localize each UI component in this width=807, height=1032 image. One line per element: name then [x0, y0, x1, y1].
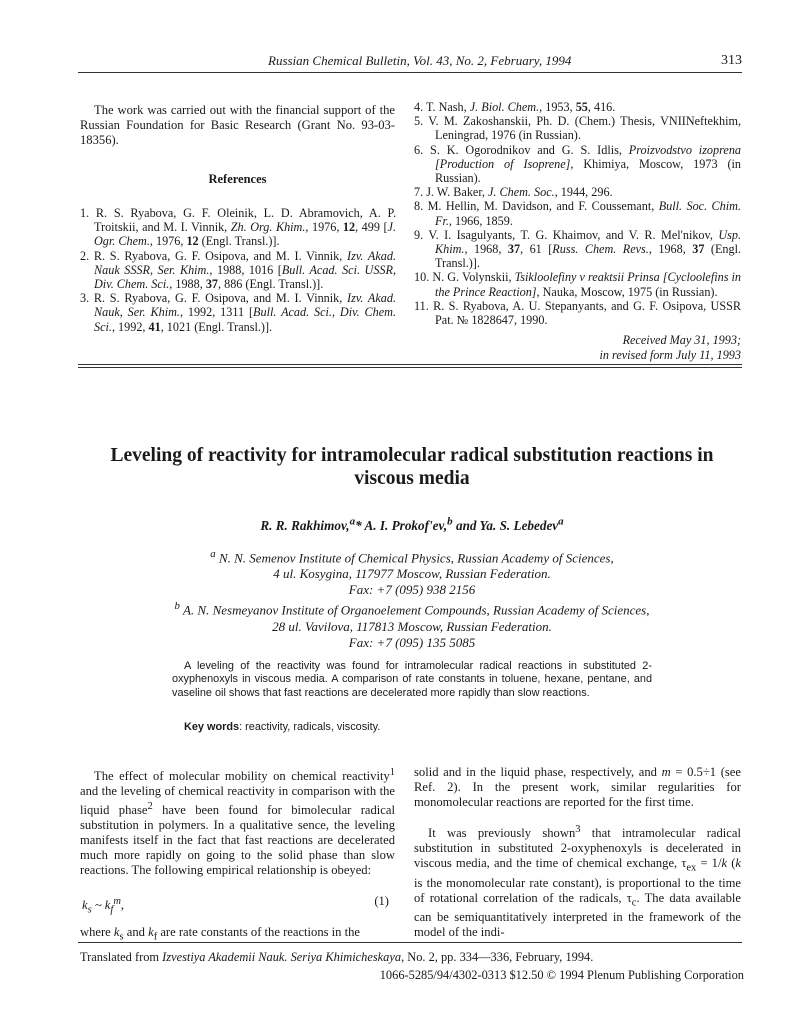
body-paragraph: The effect of molecular mobility on chemical reactivity$^1$ and the leveling of chemical reactivity in comparison with the liquid phase$^2$ have been found for bimolecular radical substitution in polymers. In a qualitative sence, the leveling manifests itself in the fact that fast reactions are decelerated much more rapidly on going to the solid phase than slow reactions. The following empirical relationship is obeyed: — [80, 766, 395, 877]
reference-item: 3. R. S. Ryabova, G. F. Osipova, and M. I. Vinnik, Izv. Akad. Nauk, Ser. Khim., 1992, 1311 [Bull. Acad. Sci., Div. Chem. Sci., 1992, 41, 1021 (Engl. Transl.)]. — [80, 291, 397, 334]
references-right — [414, 100, 741, 327]
acknowledgment: The work was carried out with the financial support of the Russian Foundation for Basic Research (Grant No. 93-03-18356). — [80, 103, 395, 147]
reference-item: 2. R. S. Ryabova, G. F. Osipova, and M. I. Vinnik, Izv. Akad. Nauk SSSR, Ser. Khim., 1988, 1016 [Bull. Acad. Sci. USSR, Div. Chem. Sci., 1988, 37, 886 (Engl. Transl.)]. — [80, 248, 397, 292]
journal-citation: Russian Chemical Bulletin, Vol. 43, No. 2, February, 1994 — [268, 53, 572, 68]
reference-item: 6. S. K. Ogorodnikov and G. S. Idlis, Proizvodstvo izoprena [Production of Isoprene], Khimiya, Moscow, 1973 (in Russian). — [414, 142, 742, 186]
references-left — [80, 206, 396, 334]
body-column-right — [414, 752, 741, 953]
revised-date: in revised form July 11, 1993 — [599, 347, 741, 362]
body-column-left — [80, 752, 395, 957]
equation-number: (1) — [374, 893, 389, 908]
keywords-label: Key words — [184, 721, 240, 733]
body-paragraph: solid and in the liquid phase, respectively, and m = 0.5÷1 (see Ref. 2). In the present work, similar regularities for monomolecular reactions are reported for the first time. — [414, 764, 741, 809]
article-title: Leveling of reactivity for intramolecular radical substitution reactions in viscous media — [110, 445, 714, 489]
references-heading: References — [208, 172, 267, 186]
body-paragraph: where $k_s$ and $k_f$ are rate constants of the reactions in the — [80, 925, 361, 943]
reference-item: 7. J. W. Baker, J. Chem. Soc., 1944, 296. — [414, 185, 613, 200]
equation-1 — [80, 891, 395, 916]
equation-formula: $k_s$ ~ $k_f^m$, — [82, 895, 125, 916]
reference-item: 10. N. G. Volynskii, Tsikloolefiny v reaktsii Prinsa [Cycloolefins in the Prince Reaction], Nauka, Moscow, 1975 (in Russian). — [414, 270, 742, 299]
abstract: A leveling of the reactivity was found for intramolecular radical reactions in substituted 2-oxyphenoxyls in viscous media. A comparison of rate constants in toluene, hexane, pentane, and vaseline oil shows that fast reactions are decelerated more rapidly than slow reactions. — [172, 660, 652, 699]
reference-item: 9. V. I. Isagulyants, T. G. Khaimov, and V. R. Mel'nikov, Usp. Khim., 1968, 37, 61 [Russ. Chem. Revs., 1968, 37 (Engl. Transl.)]. — [414, 227, 742, 271]
body-paragraph: It was previously shown$^3$ that intramolecular radical substitution in substituted 2-oxyphenoxyls is decelerated in viscous media, and the time of chemical exchange, $\tau_{ex} = 1/k$ (k is the monomolecular rate constant), is proportional to the time of rotational correlation of the radicals, $\tau_c$. The data available can be semiquantitatively interpreted in the framework of the model of the indi- — [414, 824, 741, 940]
authors — [80, 516, 744, 534]
running-header — [78, 50, 742, 73]
reference-item: 1. R. S. Ryabova, G. F. Oleinik, L. D. Abramovich, A. P. Troitskii, and M. I. Vinnik, Zh. Org. Khim., 1976, 12, 499 [J. Ogr. Chem., 1976, 12 (Engl. Transl.)]. — [80, 206, 397, 249]
received-dates — [414, 333, 741, 362]
keywords — [172, 721, 652, 733]
affiliations — [80, 546, 744, 651]
keywords-list: : reactivity, radicals, viscosity. — [239, 721, 381, 733]
reference-item: 5. V. M. Zakoshanskii, Ph. D. (Chem.) Thesis, VNIINeftekhim, Leningrad, 1976 (in Russian). — [414, 114, 742, 143]
affiliation-b-fax: Fax: +7 (095) 135 5085 — [348, 634, 476, 650]
footer-divider — [78, 942, 742, 943]
author-list: R. R. Rakhimov,$^a$* A. I. Prokof'ev,$^b$ and Ya. S. Lebedev$^a$ — [260, 516, 564, 534]
copyright-line: 1066-5285/94/4302-0313 $12.50 © 1994 Plenum Publishing Corporation — [379, 968, 744, 982]
affiliation-a-address: 4 ul. Kosygina, 117977 Moscow, Russian Federation. — [273, 566, 551, 582]
received-date: Received May 31, 1993; — [622, 333, 741, 347]
page-number: 313 — [721, 53, 742, 68]
section-divider — [78, 364, 742, 365]
reference-item: 4. T. Nash, J. Biol. Chem., 1953, 55, 416. — [414, 100, 616, 114]
section-divider-double — [78, 367, 742, 368]
affiliation-a-fax: Fax: +7 (095) 938 2156 — [348, 582, 476, 598]
reference-item: 8. M. Hellin, M. Davidson, and F. Coussemant, Bull. Soc. Chim. Fr., 1966, 1859. — [414, 199, 741, 228]
affiliation-b-address: 28 ul. Vavilova, 117813 Moscow, Russian Federation. — [272, 618, 552, 634]
translation-note: Translated from Izvestiya Akademii Nauk. Seriya Khimicheskaya, No. 2, pp. 334—336, February, 1994. — [80, 950, 594, 964]
reference-item: 11. R. S. Ryabova, A. U. Stepanyants, and G. F. Osipova, USSR Pat. № 1828647, 1990. — [414, 298, 742, 328]
affiliation-a: $^a$ N. N. Semenov Institute of Chemical Physics, Russian Academy of Sciences, — [210, 548, 614, 566]
affiliation-b: $^b$ A. N. Nesmeyanov Institute of Organoelement Compounds, Russian Academy of Sciences, — [174, 600, 650, 618]
